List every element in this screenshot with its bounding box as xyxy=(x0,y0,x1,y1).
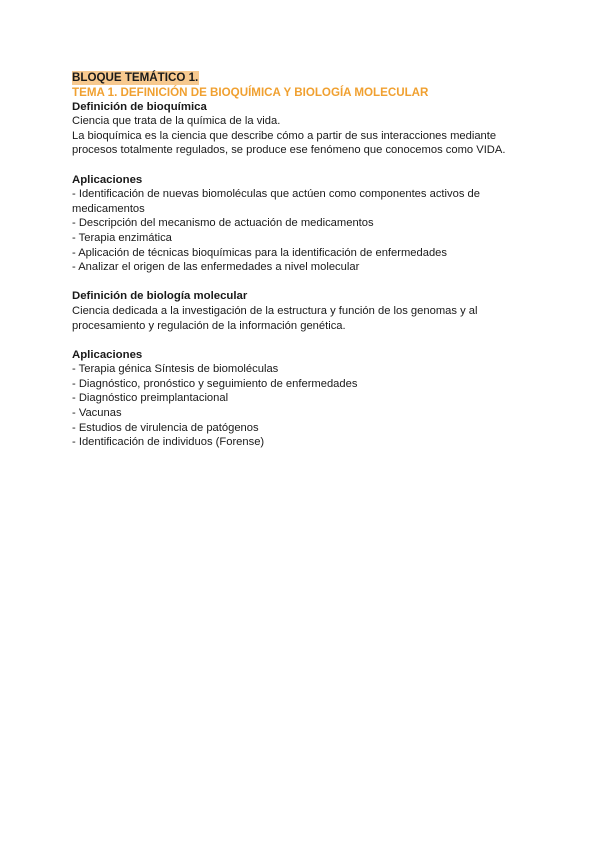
list-item: - Descripción del mecanismo de actuación de medicamentos xyxy=(72,217,374,230)
spacer xyxy=(72,333,542,348)
biochem-heading: Definición de bioquímica xyxy=(72,100,207,113)
list-item: - Diagnóstico, pronóstico y seguimiento de enfermedades xyxy=(72,377,358,390)
list-item: - Terapia génica Síntesis de biomoléculas xyxy=(72,363,279,376)
spacer xyxy=(72,158,542,173)
molbio-applications-list xyxy=(72,362,542,450)
molbio-applications-heading: Aplicaciones xyxy=(72,348,143,361)
list-item: - Identificación de nuevas biomoléculas que actúen como componentes activos de medicamentos xyxy=(72,188,480,215)
list-item: - Analizar el origen de las enfermedades a nivel molecular xyxy=(72,261,360,274)
list-item: - Aplicación de técnicas bioquímicas para la identificación de enfermedades xyxy=(72,246,447,259)
molbio-heading: Definición de biología molecular xyxy=(72,290,248,303)
list-item: - Vacunas xyxy=(72,407,122,420)
spacer xyxy=(72,275,542,290)
topic-title: TEMA 1. DEFINICIÓN DE BIOQUÍMICA Y BIOLOGÍA MOLECULAR xyxy=(72,85,429,99)
document-page xyxy=(72,71,542,450)
biochem-paragraph: Ciencia que trata de la química de la vida. xyxy=(72,115,281,128)
biochem-applications-list xyxy=(72,187,542,275)
block-title: BLOQUE TEMÁTICO 1. xyxy=(72,71,199,84)
list-item: - Estudios de virulencia de patógenos xyxy=(72,421,259,434)
list-item: - Identificación de individuos (Forense) xyxy=(72,436,265,449)
biochem-applications-heading: Aplicaciones xyxy=(72,173,143,186)
list-item: - Diagnóstico preimplantacional xyxy=(72,392,229,405)
biochem-paragraph: La bioquímica es la ciencia que describe cómo a partir de sus interacciones mediante procesos totalmente regulados, se produce ese fenómeno que conocemos como VIDA. xyxy=(72,129,506,157)
block-title-line xyxy=(72,71,542,86)
molbio-paragraph: Ciencia dedicada a la investigación de la estructura y función de los genomas y al procesamiento y regulación de la información genética. xyxy=(72,304,478,332)
list-item: - Terapia enzimática xyxy=(72,231,172,244)
